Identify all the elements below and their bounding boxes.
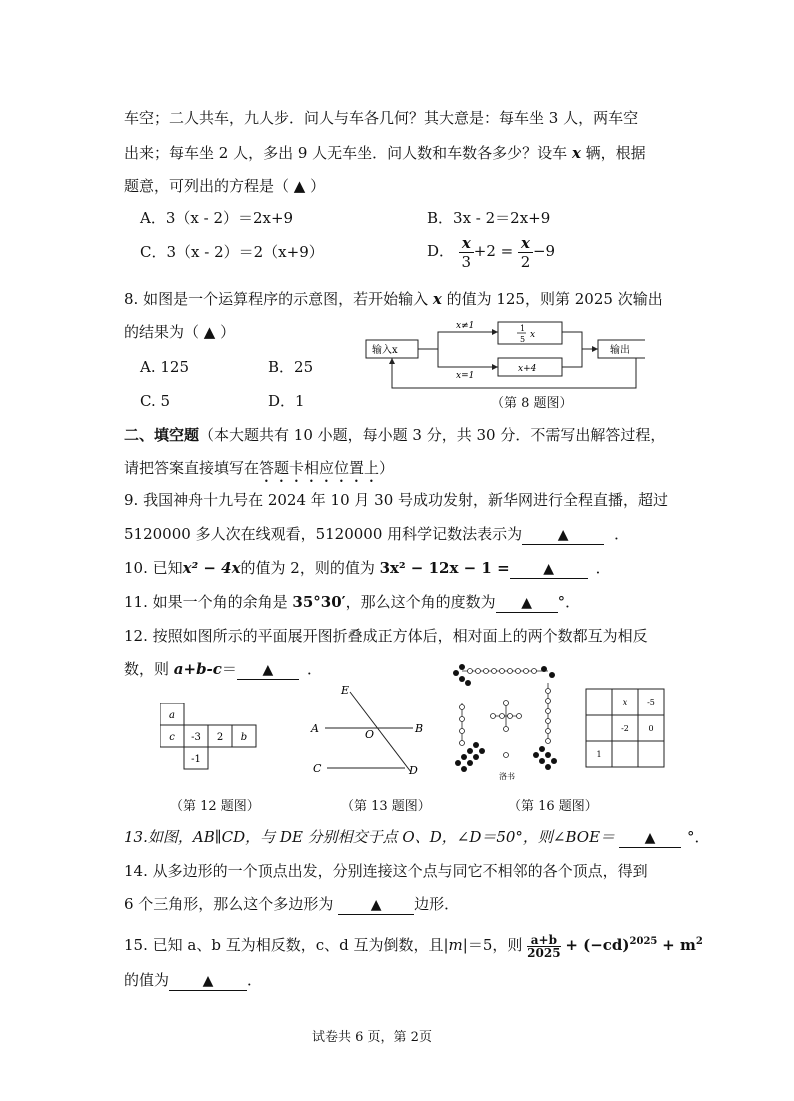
q8-line1-a: 8. 如图是一个运算程序的示意图，若开始输入 <box>124 290 433 308</box>
q7-frac-right <box>518 234 533 271</box>
q7-option-d-label: D． <box>427 242 455 260</box>
q7-line2-text: 出来；每车坐 2 人，多出 9 人无车坐．问人数和车数各多少？设车 <box>124 144 572 162</box>
q7-option-b: B．3x - 2＝2x+9 <box>427 209 551 227</box>
section2-line2-a: 请把答案直接填写在 <box>124 459 260 477</box>
q8-line2: 的结果为（ ▲ ） <box>124 323 236 341</box>
q7-option-c: C．3（x - 2）＝2（x+9） <box>140 243 324 261</box>
flow-cond-top: x≠1 <box>456 321 475 331</box>
q15-frac <box>527 934 560 959</box>
q12-line2-a: 数，则 <box>124 660 174 678</box>
q9-line2-text: 5120000 多人次在线观看，5120000 用科学记数法表示为 <box>124 525 523 543</box>
q15-mid: ＝5，则 <box>467 936 523 954</box>
q8-option-d: D．1 <box>268 392 305 410</box>
q12-line2 <box>124 658 322 680</box>
q10-expr2: 3x² − 12x − 1 = <box>379 559 510 577</box>
q15-answer-blank <box>169 971 247 991</box>
grid-cell-1-2: 0 <box>648 724 654 733</box>
q7-option-a: A．3（x - 2）＝2x+9 <box>140 209 294 227</box>
net-c: c <box>169 732 175 743</box>
q7-option-d-end: −9 <box>532 242 556 260</box>
q12-end: ． <box>306 660 322 678</box>
net-b: b <box>240 732 248 743</box>
q11-line <box>124 591 580 613</box>
q7-frac-right-den: 2 <box>520 252 531 271</box>
q15-exp2: 2 <box>695 936 703 947</box>
q10-end: ． <box>595 559 611 577</box>
q8-var: x <box>432 290 442 308</box>
q15-exp: 2025 <box>629 936 658 947</box>
q10-pre: 10. 已知 <box>124 559 183 577</box>
q15-absm: |m| <box>443 936 468 954</box>
label-o: O <box>365 728 375 741</box>
q7-frac-left-den: 3 <box>461 252 472 271</box>
label-e: E <box>341 684 350 697</box>
q9-answer-blank <box>522 525 604 545</box>
q10-mid: 的值为 2，则的值为 <box>240 559 380 577</box>
fig16-luoshu-figure <box>448 663 560 783</box>
grid-cell-0-1: x <box>622 698 628 707</box>
q10-expr1: x² − 4x <box>182 559 241 577</box>
q11-answer-mark: ▲ <box>521 595 533 611</box>
flow-branch-top <box>418 332 498 349</box>
q14-answer-blank <box>338 895 414 915</box>
flow-output-label: 输出 <box>610 345 630 356</box>
section2-emphasis: 答题卡相应位置上 <box>259 459 380 477</box>
section2-line1 <box>124 424 665 446</box>
net-n1: -3 <box>191 732 201 743</box>
q12-answer-mark: ▲ <box>262 662 274 678</box>
grid-cell-1-1: -2 <box>621 724 629 733</box>
q8-line1 <box>124 288 663 310</box>
section2-line2 <box>124 457 394 486</box>
q13-line <box>124 826 710 848</box>
q7-frac-left-num: x <box>459 234 474 253</box>
net-n2: 2 <box>216 732 224 743</box>
q15-line2-text: 的值为 <box>124 971 170 989</box>
q12-expr: a+b-c <box>173 660 222 678</box>
q15-line2 <box>124 969 262 991</box>
q7-line2 <box>124 142 646 164</box>
label-a: A <box>311 722 319 735</box>
label-c: C <box>313 762 322 775</box>
grid-cell-0-2: -5 <box>647 698 655 707</box>
q10-answer-mark: ▲ <box>543 561 555 577</box>
q12-line1: 12. 按照如图所示的平面展开图折叠成正方体后，相对面上的两个数都互为相反 <box>124 627 648 645</box>
q13-answer-blank <box>619 828 681 848</box>
q7-line1: 车空；二人共车，九人步．问人与车各几何？其大意是：每车坐 3 人，两车空 <box>124 109 639 127</box>
q9-line1: 9. 我国神舟十九号在 2024 年 10 月 30 号成功发射，新华网进行全程直播，超过 <box>124 491 669 509</box>
q15-tail: + (−cd) <box>565 936 630 954</box>
net-a: a <box>169 710 175 721</box>
q15-line1 <box>124 926 703 961</box>
q8-line1-b: 的值为 125，则第 2025 次输出 <box>441 290 663 308</box>
q13-text: 13.如图，AB∥CD，与 DE 分别相交于点 O、D，∠D＝50°，则∠BOE＝ <box>124 828 616 846</box>
flow-input-label: 输入x <box>372 345 398 356</box>
q12-line2-b: ＝ <box>221 660 237 678</box>
net-n3: -1 <box>191 754 201 765</box>
q12-answer-blank <box>237 660 299 680</box>
q7-line2-end: 辆，根据 <box>580 144 646 162</box>
q13-answer-mark: ▲ <box>644 830 656 846</box>
q14-line2-a: 6 个三角形，那么这个多边形为 <box>124 895 339 913</box>
q13-end: °． <box>687 828 710 846</box>
q15-end: ． <box>247 971 263 989</box>
fig12-cube-net <box>160 703 270 773</box>
q14-line2 <box>124 893 459 915</box>
flow-branch-bottom <box>438 349 498 367</box>
label-b: B <box>415 722 424 735</box>
q11-mid: ，那么这个角的度数为 <box>345 593 496 611</box>
flow-cond-bottom: x=1 <box>456 371 475 381</box>
q8-flowchart <box>360 318 645 394</box>
q9-line2 <box>124 523 629 545</box>
q8-option-a: A. 125 <box>140 358 189 376</box>
q9-end: ． <box>614 525 630 543</box>
q11-answer-blank <box>496 593 558 613</box>
luoshu-label: 洛书 <box>499 772 515 781</box>
flow-op-top-var: x <box>530 330 536 340</box>
grid-cell-2-0: 1 <box>596 750 602 759</box>
q14-line2-b: 边形． <box>414 895 460 913</box>
fig13-figure <box>305 682 430 777</box>
q7-frac-right-num: x <box>518 234 533 253</box>
q15-answer-mark: ▲ <box>202 973 214 989</box>
q7-option-d <box>427 233 555 271</box>
section2-line2-b: ） <box>379 459 395 477</box>
q15-pre: 15. 已知 a、b 互为相反数，c、d 互为倒数，且 <box>124 936 444 954</box>
q15-frac-den: 2025 <box>527 945 561 960</box>
q7-line3: 题意，可列出的方程是（ ▲ ） <box>124 177 326 195</box>
flow-op-bottom: x+4 <box>518 364 537 374</box>
q11-pre: 11. 如果一个角的余角是 <box>124 593 293 611</box>
q7-var: x <box>571 144 581 162</box>
section2-title: 二、填空题 <box>124 426 200 444</box>
q10-answer-blank <box>510 559 588 579</box>
fig12-caption: （第 12 题图） <box>170 799 260 814</box>
flow-op-top-num: 1 <box>520 324 526 333</box>
page-footer: 试卷共 6 页，第 2页 <box>312 1030 432 1045</box>
section2-desc: （本大题共有 10 小题，每小题 3 分，共 30 分．不需写出解答过程， <box>199 426 666 444</box>
fig13-caption: （第 13 题图） <box>341 799 431 814</box>
q14-line1: 14. 从多边形的一个顶点出发，分别连接这个点与同它不相邻的各个顶点，得到 <box>124 862 648 880</box>
flow-loop <box>392 358 636 388</box>
q9-answer-mark: ▲ <box>557 527 569 543</box>
line-ed <box>350 692 411 772</box>
q8-option-c: C. 5 <box>140 392 171 410</box>
flow-merge-bottom <box>562 349 582 367</box>
q10-line <box>124 557 611 579</box>
q15-frac-num: a+b <box>527 934 560 947</box>
q7-frac-left <box>459 234 474 271</box>
q14-answer-mark: ▲ <box>370 897 382 913</box>
q8-option-b: B．25 <box>268 358 314 376</box>
flow-op-top-den: 5 <box>520 335 526 344</box>
q11-angle: 35°30′ <box>292 593 346 611</box>
label-d: D <box>409 764 418 777</box>
q7-option-d-mid: +2 = <box>473 242 514 260</box>
q15-tail2: + m <box>662 936 696 954</box>
q8-caption: （第 8 题图） <box>491 396 573 411</box>
q11-end: °． <box>557 593 581 611</box>
fig16-caption: （第 16 题图） <box>508 799 598 814</box>
fig16-grid <box>585 688 665 768</box>
